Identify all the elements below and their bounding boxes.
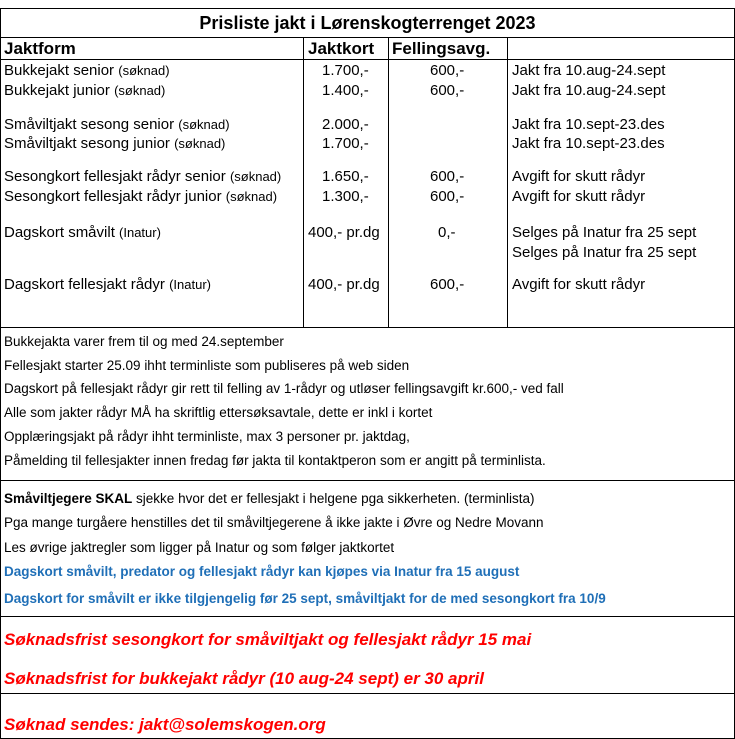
- page-title: Prisliste jakt i Lørenskogterrenget 2023: [199, 13, 536, 33]
- row-price: 1.300,-: [322, 188, 369, 205]
- col-line-1: [303, 37, 304, 327]
- note-line: Fellesjakt starter 25.09 ihht terminliste som publiseres på web siden: [4, 358, 410, 373]
- row-name: Dagskort småvilt (Inatur): [4, 224, 161, 241]
- row-fee: 0,-: [438, 224, 456, 241]
- row-price: 2.000,-: [322, 116, 369, 133]
- row-fee: 600,-: [430, 168, 465, 185]
- row-note: Selges på Inatur fra 25 sept: [512, 224, 697, 241]
- note-line: Les øvrige jaktregler som ligger på Inatur og som følger jaktkortet: [4, 540, 395, 555]
- col-line-3: [507, 37, 508, 327]
- row-fee: 600,-: [430, 188, 465, 205]
- divider: [0, 480, 735, 481]
- row-note: Avgift for skutt rådyr: [512, 168, 646, 185]
- row-name: Sesongkort fellesjakt rådyr junior (søknad): [4, 188, 278, 205]
- divider: [0, 693, 735, 694]
- row-fee: 600,-: [430, 276, 465, 293]
- row-note: Avgift for skutt rådyr: [512, 276, 646, 293]
- border-left: [0, 8, 1, 739]
- divider: [0, 616, 735, 617]
- row-name: Småviltjakt sesong senior (søknad): [4, 116, 230, 133]
- note-line: Påmelding til fellesjakter innen fredag før jakta til kontaktperon som er angitt på terminlista.: [4, 453, 546, 468]
- row-fee: 600,-: [430, 82, 465, 99]
- header-jaktform: Jaktform: [4, 39, 76, 58]
- note-line: Dagskort på fellesjakt rådyr gir rett til felling av 1-rådyr og utløser fellingsavgift kr.600,- ved fall: [4, 381, 564, 396]
- line-under-title: [0, 37, 735, 38]
- row-price: 1.400,-: [322, 82, 369, 99]
- note-line: Bukkejakta varer frem til og med 24.september: [4, 334, 284, 349]
- line-under-table: [0, 327, 735, 328]
- line-under-header: [0, 59, 735, 60]
- deadline-line-red: Søknadsfrist sesongkort for småviltjakt og fellesjakt rådyr 15 mai: [4, 630, 532, 649]
- row-name: Bukkejakt junior (søknad): [4, 82, 166, 99]
- row-name: Bukkejakt senior (søknad): [4, 62, 170, 79]
- col-line-2: [388, 37, 389, 327]
- row-price: 400,- pr.dg: [308, 224, 380, 241]
- row-note: Avgift for skutt rådyr: [512, 188, 646, 205]
- row-note: Jakt fra 10.aug-24.sept: [512, 82, 666, 99]
- note-line: Alle som jakter rådyr MÅ ha skriftlig ettersøksavtale, dette er inkl i kortet: [4, 405, 433, 420]
- info-line-blue: Dagskort småvilt, predator og fellesjakt rådyr kan kjøpes via Inatur fra 15 august: [4, 564, 520, 579]
- row-name: Sesongkort fellesjakt rådyr senior (søknad): [4, 168, 282, 185]
- note-line: Opplæringsjakt på rådyr ihht terminliste, max 3 personer pr. jaktdag,: [4, 429, 410, 444]
- row-price: 400,- pr.dg: [308, 276, 380, 293]
- header-jaktkort: Jaktkort: [308, 39, 375, 58]
- row-price: 1.700,-: [322, 62, 369, 79]
- row-name: Småviltjakt sesong junior (søknad): [4, 135, 226, 152]
- note-line-smavilt: Småviltjegere SKAL sjekke hvor det er fellesjakt i helgene pga sikkerheten. (terminlista): [4, 491, 535, 506]
- row-note: Jakt fra 10.sept-23.des: [512, 135, 665, 152]
- row-price: 1.700,-: [322, 135, 369, 152]
- deadline-line-red: Søknadsfrist for bukkejakt rådyr (10 aug-24 sept) er 30 april: [4, 669, 484, 688]
- header-fellingsavg: Fellingsavg.: [392, 39, 491, 58]
- info-line-blue: Dagskort for småvilt er ikke tilgjengelig før 25 sept, småviltjakt for de med sesongkort fra 10/9: [4, 591, 606, 606]
- row-note: Jakt fra 10.sept-23.des: [512, 116, 665, 133]
- row-note: Jakt fra 10.aug-24.sept: [512, 62, 666, 79]
- border-top: [0, 8, 735, 9]
- note-line: Pga mange turgåere henstilles det til småviltjegerene å ikke jakte i Øvre og Nedre Movann: [4, 515, 544, 530]
- row-name: Dagskort fellesjakt rådyr (Inatur): [4, 276, 211, 293]
- contact-line-red: Søknad sendes: jakt@solemskogen.org: [4, 715, 326, 734]
- row-note: Selges på Inatur fra 25 sept: [512, 244, 697, 261]
- row-fee: 600,-: [430, 62, 465, 79]
- row-price: 1.650,-: [322, 168, 369, 185]
